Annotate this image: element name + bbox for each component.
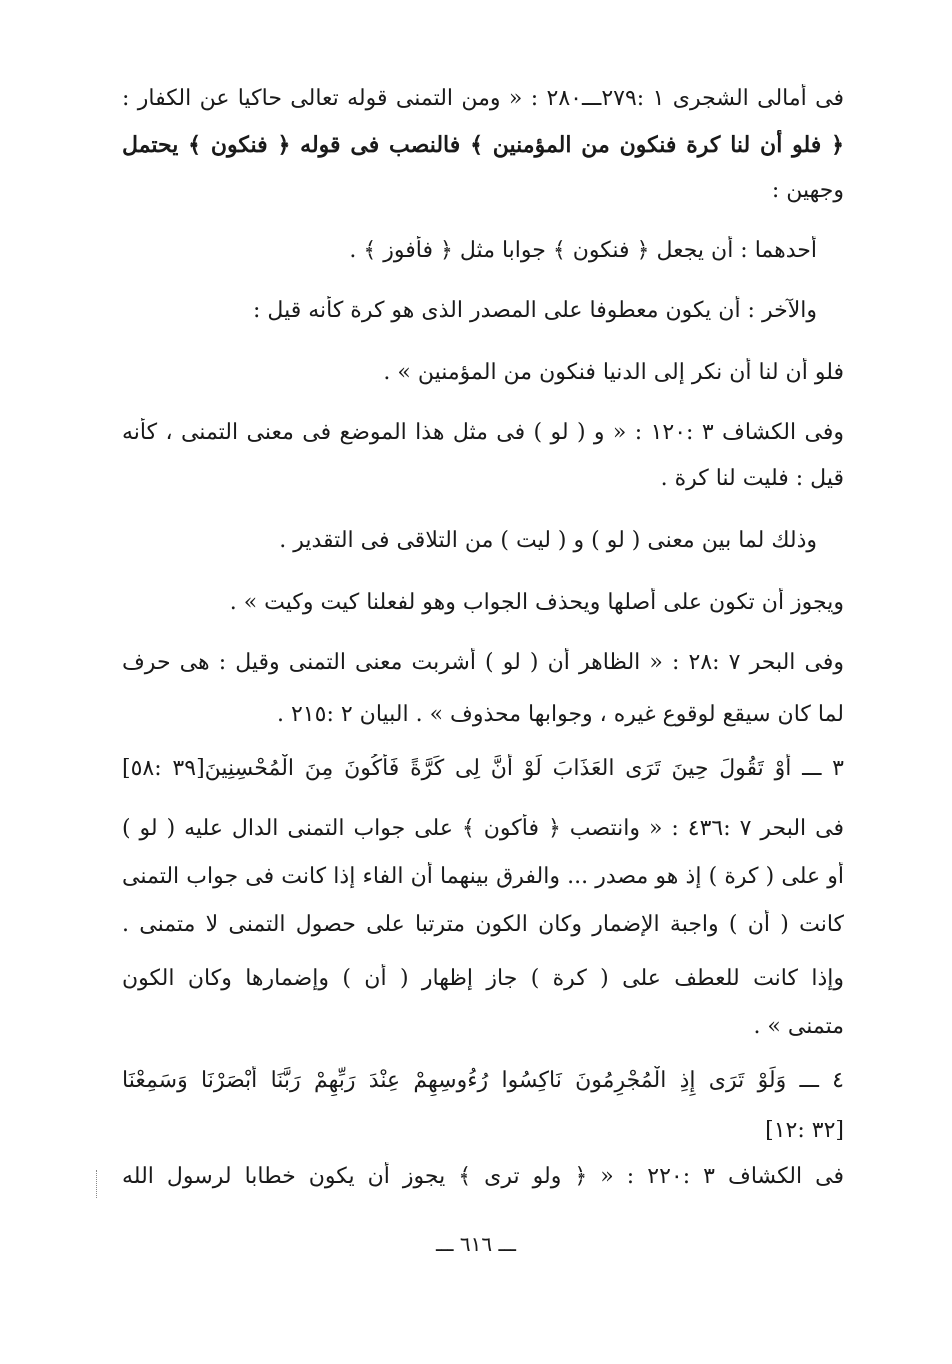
quran-verse-4: ٤ ـــ وَلَوْ تَرَى إِذِ الْمُجْرِمُونَ نَاكِسُوا رُءُوسِهِمْ عِنْدَ رَبِّهِمْ رَبَّنَا أَبْصَرْنَا وَسَمِعْنَا <box>122 1068 844 1093</box>
text-line-16: كانت ( أن ) واجبة الإضمار وكان الكون مترتبا على حصول التمنى لا متمنى . <box>122 912 844 937</box>
text-line-1: فى أمالى الشجرى ١ :٢٧٩ـــ٢٨٠ : « ومن التمنى قوله تعالى حاكيا عن الكفار : <box>122 86 844 111</box>
text-line-17: وإذا كانت للعطف على ( كرة ) جاز إظهار ( أن ) وإضمارها وكان الكون <box>122 966 844 991</box>
text-line-3: وجهين : <box>771 178 844 203</box>
text-line-21: فى الكشاف ٣ :٢٢٠ : « ﴿ ولو ترى ﴾ يجوز أن يكون خطابا لرسول الله <box>122 1164 844 1189</box>
text-line-9: وذلك لما بين معنى ( لو ) و ( ليت ) من التلاقى فى التقدير . <box>279 528 817 553</box>
text-line-5: والآخر : أن يكون معطوفا على المصدر الذى هو كرة كأنه قيل : <box>253 298 817 323</box>
text-line-7: وفى الكشاف ٣ :١٢٠ : « و ( لو ) فى مثل هذا الموضع فى معنى التمنى ، كأنه <box>122 420 844 445</box>
text-line-12: لما كان سيقع لوقوع غيره ، وجوابها محذوف » . البيان ٢ :٢١٥ . <box>276 702 844 727</box>
page-number: ـــ ٦١٦ ـــ <box>435 1232 517 1256</box>
text-line-10: ويجوز أن تكون على أصلها ويحذف الجواب وهو لفعلنا كيت وكيت » . <box>229 590 844 615</box>
text-line-11: وفى البحر ٧ :٢٨ : « الظاهر أن ( لو ) أشربت معنى التمنى وقيل : هى حرف <box>122 650 844 675</box>
text-line-2: ﴿ فلو أن لنا كرة فنكون من المؤمنين ﴾ فالنصب فى قوله ﴿ فنكون ﴾ يحتمل <box>122 132 844 158</box>
text-line-15: أو على ( كرة ) إذ هو مصدر ... والفرق بينهما أن الفاء إذا كانت فى جواب التمنى <box>122 864 844 889</box>
text-line-14: فى البحر ٧ :٤٣٦ : « وانتصب ﴿ فأكون ﴾ على جواب التمنى الدال عليه ( لو ) <box>122 816 844 841</box>
text-line-18: متمنى » . <box>753 1014 844 1039</box>
text-line-6: فلو أن لنا أن نكر إلى الدنيا فنكون من المؤمنين » . <box>383 360 844 385</box>
margin-mark <box>96 1170 119 1198</box>
quran-verse-3: ٣ ـــ أَوْ تَقُولَ حِينَ تَرَى العَذَابَ لَوْ أَنَّ لِى كَرَّةً فَأَكُونَ مِنَ الْمُحْسِنِينَ[٣٩ :٥٨] <box>122 756 844 781</box>
text-line-4: أحدهما : أن يجعل ﴿ فنكون ﴾ جوابا مثل ﴿ فأفوز ﴾ . <box>349 238 817 263</box>
verse-reference: [٣٢ :١٢] <box>765 1118 844 1143</box>
text-line-8: قيل : فليت لنا كرة . <box>660 466 844 491</box>
